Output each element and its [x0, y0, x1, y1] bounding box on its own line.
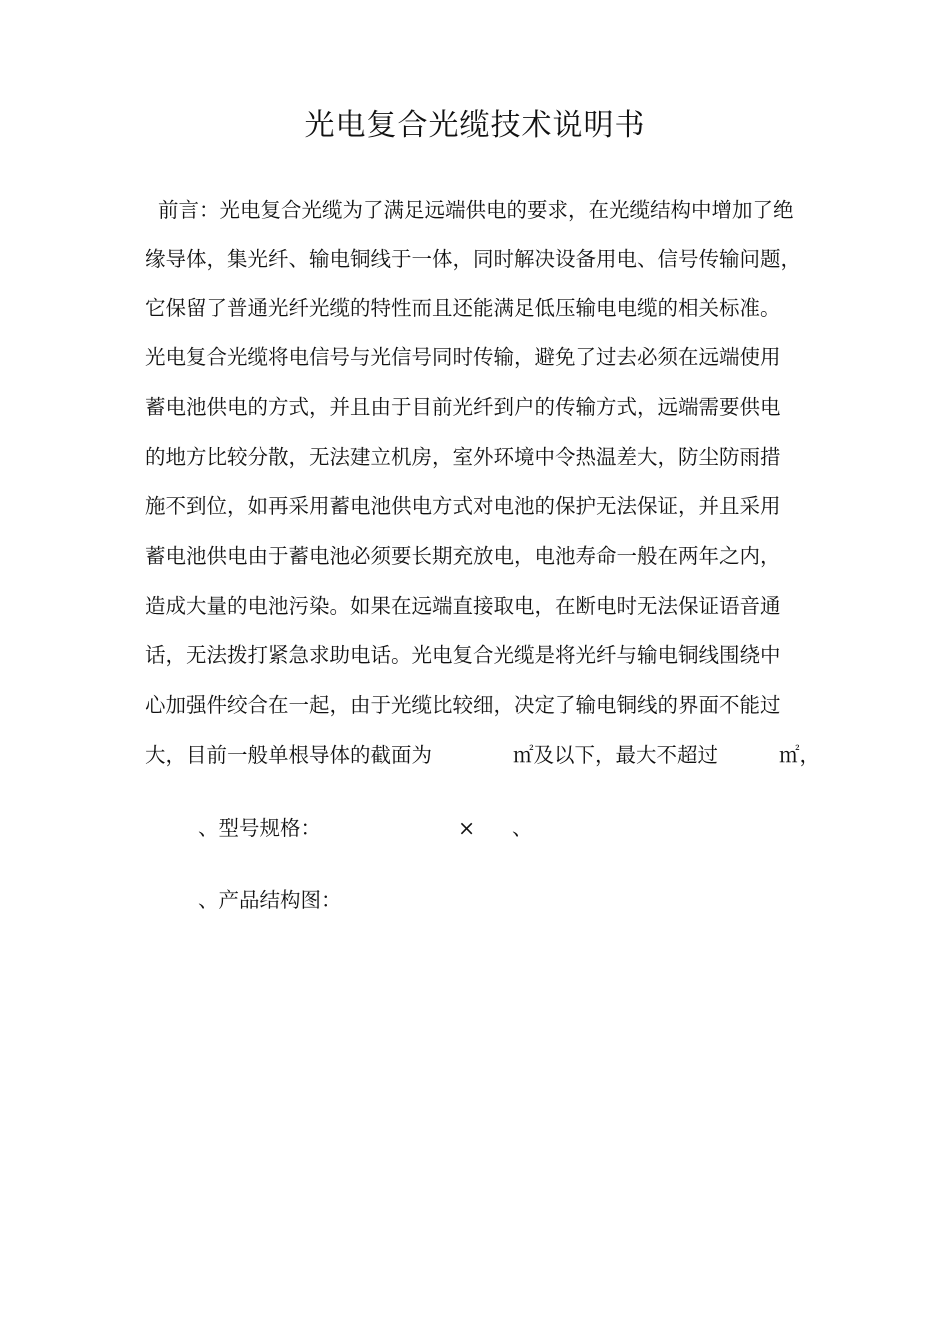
cross-section-text: 大，目前一般单根导体的截面为: [145, 743, 432, 767]
paragraph-line-1: 前言：光电复合光缆为了满足远端供电的要求，在光缆结构中增加了绝: [158, 198, 794, 222]
paragraph-line-11: 心加强件绞合在一起，由于光缆比较细，决定了输电铜线的界面不能过: [145, 693, 781, 717]
paragraph-line-3: 它保留了普通光纤光缆的特性而且还能满足低压输电电缆的相关标准。: [145, 296, 781, 320]
paragraph-line-9: 造成大量的电池污染。如果在远端直接取电，在断电时无法保证语音通: [145, 594, 781, 618]
paragraph-line-7: 施不到位，如再采用蓄电池供电方式对电池的保护无法保证，并且采用: [145, 494, 781, 518]
model-spec-times: ×: [458, 816, 476, 840]
paragraph-line-12: [145, 739, 845, 771]
max-limit-text: ㎡及以下，最大不超过: [513, 743, 718, 767]
unit-text: ㎡，: [779, 743, 820, 767]
document-title: 光电复合光缆技术说明书: [304, 108, 646, 143]
paragraph-line-2: 缘导体，集光纤、输电铜线于一体，同时解决设备用电、信号传输问题，: [145, 247, 801, 271]
paragraph-line-6: 的地方比较分散，无法建立机房，室外环境中令热温差大，防尘防雨措: [145, 445, 781, 469]
paragraph-line-8: 蓄电池供电由于蓄电池必须要长期充放电，电池寿命一般在两年之内，: [145, 544, 781, 568]
paragraph-line-10: 话，无法拨打紧急求助电话。光电复合光缆是将光纤与输电铜线围绕中: [145, 643, 781, 667]
model-spec-label: 、型号规格：: [198, 816, 321, 840]
structure-diagram-label: 、产品结构图：: [198, 888, 342, 912]
model-spec-separator: 、: [512, 816, 533, 840]
paragraph-line-4: 光电复合光缆将电信号与光信号同时传输，避免了过去必须在远端使用: [145, 345, 781, 369]
paragraph-line-5: 蓄电池供电的方式，并且由于目前光纤到户的传输方式，远端需要供电: [145, 395, 781, 419]
